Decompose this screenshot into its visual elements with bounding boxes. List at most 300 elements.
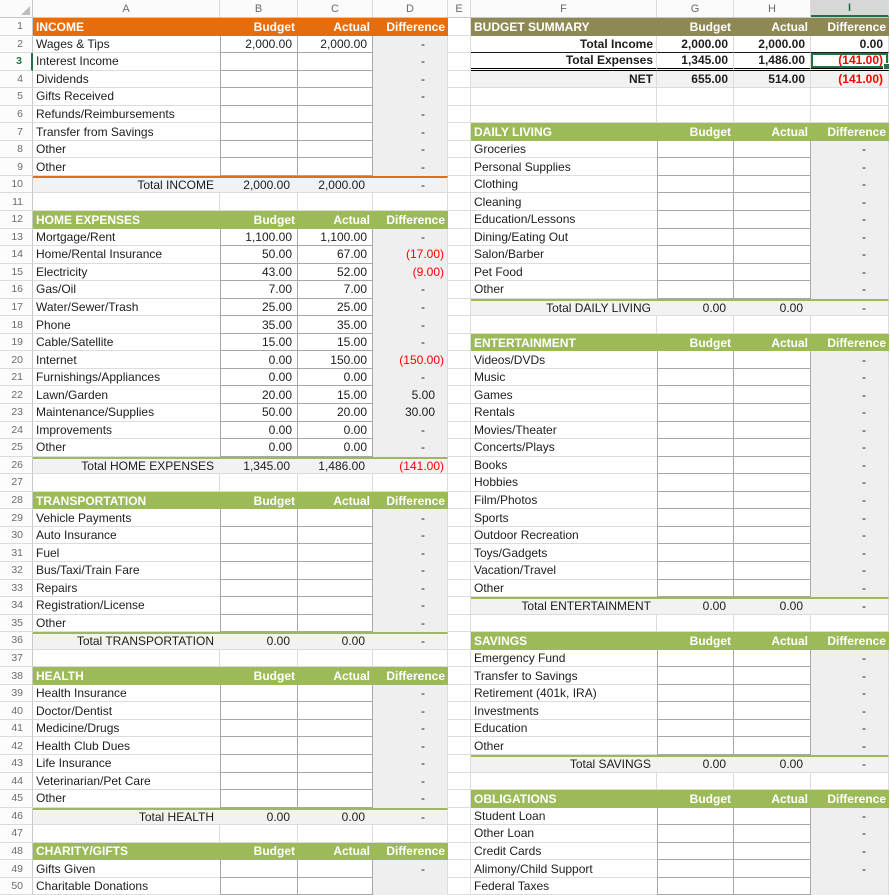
cell-H2[interactable]: 2,000.00 xyxy=(734,36,811,54)
cell-D30[interactable]: - xyxy=(373,527,448,545)
cell-G37[interactable] xyxy=(657,650,734,668)
cell-H25[interactable] xyxy=(734,439,811,457)
row-header-27[interactable]: 27 xyxy=(0,474,33,492)
cell-C4[interactable] xyxy=(298,71,373,89)
cell-H17[interactable]: 0.00 xyxy=(734,299,811,317)
row-header-31[interactable]: 31 xyxy=(0,544,33,562)
cell-F34[interactable]: Total ENTERTAINMENT xyxy=(471,597,657,615)
cell-C29[interactable] xyxy=(298,509,373,527)
cell-A29[interactable]: Vehicle Payments xyxy=(33,509,220,527)
cell-B3[interactable] xyxy=(220,53,298,71)
cell-F7[interactable]: DAILY LIVING xyxy=(471,123,657,141)
cell-G38[interactable] xyxy=(657,667,734,685)
cell-I4[interactable]: (141.00) xyxy=(811,71,889,89)
cell-C22[interactable]: 15.00 xyxy=(298,386,373,404)
cell-I10[interactable]: - xyxy=(811,176,889,194)
cell-D16[interactable]: - xyxy=(373,281,448,299)
cell-F43[interactable]: Total SAVINGS xyxy=(471,755,657,773)
cell-D26[interactable]: (141.00) xyxy=(373,457,448,475)
cell-G33[interactable] xyxy=(657,580,734,598)
cell-F1[interactable]: BUDGET SUMMARY xyxy=(471,18,657,36)
cell-I21[interactable]: - xyxy=(811,369,889,387)
row-header-46[interactable]: 46 xyxy=(0,808,33,826)
cell-G9[interactable] xyxy=(657,158,734,176)
cell-A40[interactable]: Doctor/Dentist xyxy=(33,702,220,720)
row-header-12[interactable]: 12 xyxy=(0,211,33,229)
cell-B28[interactable]: Budget xyxy=(220,492,298,510)
cell-B19[interactable]: 15.00 xyxy=(220,334,298,352)
cell-I23[interactable]: - xyxy=(811,404,889,422)
cell-D29[interactable]: - xyxy=(373,509,448,527)
cell-E4[interactable] xyxy=(448,71,471,89)
row-header-11[interactable]: 11 xyxy=(0,193,33,211)
cell-E35[interactable] xyxy=(448,615,471,633)
column-header-E[interactable]: E xyxy=(448,0,471,17)
cell-C43[interactable] xyxy=(298,755,373,773)
cell-G42[interactable] xyxy=(657,737,734,755)
cell-E18[interactable] xyxy=(448,316,471,334)
cell-D41[interactable]: - xyxy=(373,720,448,738)
row-header-38[interactable]: 38 xyxy=(0,667,33,685)
cell-E15[interactable] xyxy=(448,264,471,282)
cell-G16[interactable] xyxy=(657,281,734,299)
cell-I30[interactable]: - xyxy=(811,527,889,545)
cell-G29[interactable] xyxy=(657,509,734,527)
cell-C17[interactable]: 25.00 xyxy=(298,299,373,317)
cell-D42[interactable]: - xyxy=(373,737,448,755)
cell-B22[interactable]: 20.00 xyxy=(220,386,298,404)
cell-B42[interactable] xyxy=(220,737,298,755)
row-header-45[interactable]: 45 xyxy=(0,790,33,808)
cell-A41[interactable]: Medicine/Drugs xyxy=(33,720,220,738)
cell-E11[interactable] xyxy=(448,193,471,211)
cell-I29[interactable]: - xyxy=(811,509,889,527)
cell-D39[interactable]: - xyxy=(373,685,448,703)
cell-F26[interactable]: Books xyxy=(471,457,657,475)
column-header-G[interactable]: G xyxy=(657,0,734,17)
cell-G24[interactable] xyxy=(657,422,734,440)
cell-E7[interactable] xyxy=(448,123,471,141)
cell-F42[interactable]: Other xyxy=(471,737,657,755)
cell-G43[interactable]: 0.00 xyxy=(657,755,734,773)
cell-B24[interactable]: 0.00 xyxy=(220,422,298,440)
cell-C5[interactable] xyxy=(298,88,373,106)
cell-H22[interactable] xyxy=(734,386,811,404)
cell-B49[interactable] xyxy=(220,860,298,878)
cell-E16[interactable] xyxy=(448,281,471,299)
cell-A37[interactable] xyxy=(33,650,220,668)
cell-G6[interactable] xyxy=(657,106,734,124)
cell-B48[interactable]: Budget xyxy=(220,843,298,861)
cell-F4[interactable]: NET xyxy=(471,71,657,89)
cell-G13[interactable] xyxy=(657,229,734,247)
cell-E36[interactable] xyxy=(448,632,471,650)
cell-A25[interactable]: Other xyxy=(33,439,220,457)
cell-H35[interactable] xyxy=(734,615,811,633)
cell-A43[interactable]: Life Insurance xyxy=(33,755,220,773)
cell-I13[interactable]: - xyxy=(811,229,889,247)
cell-D49[interactable]: - xyxy=(373,860,448,878)
cell-H26[interactable] xyxy=(734,457,811,475)
row-header-34[interactable]: 34 xyxy=(0,597,33,615)
cell-I16[interactable]: - xyxy=(811,281,889,299)
cell-B47[interactable] xyxy=(220,825,298,843)
cell-I39[interactable]: - xyxy=(811,685,889,703)
cell-F38[interactable]: Transfer to Savings xyxy=(471,667,657,685)
cell-C37[interactable] xyxy=(298,650,373,668)
cell-I12[interactable]: - xyxy=(811,211,889,229)
cell-B11[interactable] xyxy=(220,193,298,211)
cell-B39[interactable] xyxy=(220,685,298,703)
cell-G17[interactable]: 0.00 xyxy=(657,299,734,317)
cell-I15[interactable]: - xyxy=(811,264,889,282)
cell-C21[interactable]: 0.00 xyxy=(298,369,373,387)
cell-B4[interactable] xyxy=(220,71,298,89)
column-header-F[interactable]: F xyxy=(471,0,657,17)
cell-A20[interactable]: Internet xyxy=(33,351,220,369)
cell-E44[interactable] xyxy=(448,773,471,791)
cell-A49[interactable]: Gifts Given xyxy=(33,860,220,878)
cell-G2[interactable]: 2,000.00 xyxy=(657,36,734,54)
row-header-15[interactable]: 15 xyxy=(0,264,33,282)
cell-A19[interactable]: Cable/Satellite xyxy=(33,334,220,352)
column-header-D[interactable]: D xyxy=(373,0,448,17)
cell-A11[interactable] xyxy=(33,193,220,211)
cell-F3[interactable]: Total Expenses xyxy=(471,53,657,71)
cell-H50[interactable] xyxy=(734,878,811,895)
cell-B36[interactable]: 0.00 xyxy=(220,632,298,650)
cell-B37[interactable] xyxy=(220,650,298,668)
cell-A10[interactable]: Total INCOME xyxy=(33,176,220,194)
cell-B29[interactable] xyxy=(220,509,298,527)
cell-F18[interactable] xyxy=(471,316,657,334)
cell-H32[interactable] xyxy=(734,562,811,580)
cell-E45[interactable] xyxy=(448,790,471,808)
cell-A7[interactable]: Transfer from Savings xyxy=(33,123,220,141)
row-header-5[interactable]: 5 xyxy=(0,88,33,106)
fill-handle[interactable] xyxy=(883,63,890,70)
cell-G11[interactable] xyxy=(657,193,734,211)
cell-I44[interactable] xyxy=(811,773,889,791)
cell-H23[interactable] xyxy=(734,404,811,422)
cell-E2[interactable] xyxy=(448,36,471,54)
cell-G49[interactable] xyxy=(657,860,734,878)
cell-F40[interactable]: Investments xyxy=(471,702,657,720)
cell-A38[interactable]: HEALTH xyxy=(33,667,220,685)
cell-E39[interactable] xyxy=(448,685,471,703)
cell-B17[interactable]: 25.00 xyxy=(220,299,298,317)
cell-A46[interactable]: Total HEALTH xyxy=(33,808,220,826)
cell-E22[interactable] xyxy=(448,386,471,404)
row-header-13[interactable]: 13 xyxy=(0,229,33,247)
cell-D40[interactable]: - xyxy=(373,702,448,720)
cell-F47[interactable]: Other Loan xyxy=(471,825,657,843)
cell-E30[interactable] xyxy=(448,527,471,545)
cell-F17[interactable]: Total DAILY LIVING xyxy=(471,299,657,317)
cell-I33[interactable]: - xyxy=(811,580,889,598)
cell-B31[interactable] xyxy=(220,544,298,562)
row-header-7[interactable]: 7 xyxy=(0,123,33,141)
cell-H34[interactable]: 0.00 xyxy=(734,597,811,615)
cell-F16[interactable]: Other xyxy=(471,281,657,299)
cell-E37[interactable] xyxy=(448,650,471,668)
cell-G22[interactable] xyxy=(657,386,734,404)
cell-C28[interactable]: Actual xyxy=(298,492,373,510)
cell-H44[interactable] xyxy=(734,773,811,791)
cell-A5[interactable]: Gifts Received xyxy=(33,88,220,106)
cell-G5[interactable] xyxy=(657,88,734,106)
cell-F21[interactable]: Music xyxy=(471,369,657,387)
cell-D27[interactable] xyxy=(373,474,448,492)
column-header-A[interactable]: A xyxy=(33,0,220,17)
cell-E19[interactable] xyxy=(448,334,471,352)
cell-C36[interactable]: 0.00 xyxy=(298,632,373,650)
cell-I43[interactable]: - xyxy=(811,755,889,773)
cell-C49[interactable] xyxy=(298,860,373,878)
cell-A21[interactable]: Furnishings/Appliances xyxy=(33,369,220,387)
cell-C6[interactable] xyxy=(298,106,373,124)
row-header-40[interactable]: 40 xyxy=(0,702,33,720)
cell-I17[interactable]: - xyxy=(811,299,889,317)
cell-F30[interactable]: Outdoor Recreation xyxy=(471,527,657,545)
cell-B21[interactable]: 0.00 xyxy=(220,369,298,387)
cell-C40[interactable] xyxy=(298,702,373,720)
cell-E49[interactable] xyxy=(448,860,471,878)
cell-E40[interactable] xyxy=(448,702,471,720)
cell-A45[interactable]: Other xyxy=(33,790,220,808)
row-header-42[interactable]: 42 xyxy=(0,737,33,755)
cell-I20[interactable]: - xyxy=(811,351,889,369)
cell-G8[interactable] xyxy=(657,141,734,159)
row-header-41[interactable]: 41 xyxy=(0,720,33,738)
cell-C39[interactable] xyxy=(298,685,373,703)
cell-I18[interactable] xyxy=(811,316,889,334)
cell-F31[interactable]: Toys/Gadgets xyxy=(471,544,657,562)
cell-B25[interactable]: 0.00 xyxy=(220,439,298,457)
cell-I47[interactable]: - xyxy=(811,825,889,843)
cell-E28[interactable] xyxy=(448,492,471,510)
cell-A47[interactable] xyxy=(33,825,220,843)
row-header-32[interactable]: 32 xyxy=(0,562,33,580)
cell-D9[interactable]: - xyxy=(373,158,448,176)
cell-H40[interactable] xyxy=(734,702,811,720)
cell-I42[interactable]: - xyxy=(811,737,889,755)
cell-G25[interactable] xyxy=(657,439,734,457)
cell-E32[interactable] xyxy=(448,562,471,580)
cell-I7[interactable]: Difference xyxy=(811,123,889,141)
cell-G20[interactable] xyxy=(657,351,734,369)
row-header-10[interactable]: 10 xyxy=(0,176,33,194)
cell-I38[interactable]: - xyxy=(811,667,889,685)
cell-D4[interactable]: - xyxy=(373,71,448,89)
cell-D45[interactable]: - xyxy=(373,790,448,808)
cell-C1[interactable]: Actual xyxy=(298,18,373,36)
cell-F20[interactable]: Videos/DVDs xyxy=(471,351,657,369)
cell-G32[interactable] xyxy=(657,562,734,580)
cell-I27[interactable]: - xyxy=(811,474,889,492)
cell-H41[interactable] xyxy=(734,720,811,738)
cell-D24[interactable]: - xyxy=(373,422,448,440)
cell-H47[interactable] xyxy=(734,825,811,843)
cell-D36[interactable]: - xyxy=(373,632,448,650)
cell-E29[interactable] xyxy=(448,509,471,527)
cell-H42[interactable] xyxy=(734,737,811,755)
cell-G7[interactable]: Budget xyxy=(657,123,734,141)
row-header-3[interactable]: 3 xyxy=(0,53,33,71)
cell-G34[interactable]: 0.00 xyxy=(657,597,734,615)
cell-H33[interactable] xyxy=(734,580,811,598)
cell-B14[interactable]: 50.00 xyxy=(220,246,298,264)
cell-D21[interactable]: - xyxy=(373,369,448,387)
cell-I8[interactable]: - xyxy=(811,141,889,159)
cell-F50[interactable]: Federal Taxes xyxy=(471,878,657,895)
cell-I49[interactable]: - xyxy=(811,860,889,878)
row-header-19[interactable]: 19 xyxy=(0,334,33,352)
cell-F6[interactable] xyxy=(471,106,657,124)
cell-F37[interactable]: Emergency Fund xyxy=(471,650,657,668)
cell-A9[interactable]: Other xyxy=(33,158,220,176)
row-header-29[interactable]: 29 xyxy=(0,509,33,527)
cell-A48[interactable]: CHARITY/GIFTS xyxy=(33,843,220,861)
row-header-16[interactable]: 16 xyxy=(0,281,33,299)
row-header-48[interactable]: 48 xyxy=(0,843,33,861)
row-header-2[interactable]: 2 xyxy=(0,36,33,54)
cell-E1[interactable] xyxy=(448,18,471,36)
cell-C46[interactable]: 0.00 xyxy=(298,808,373,826)
cell-I50[interactable] xyxy=(811,878,889,895)
cell-D33[interactable]: - xyxy=(373,580,448,598)
row-header-21[interactable]: 21 xyxy=(0,369,33,387)
cell-D37[interactable] xyxy=(373,650,448,668)
cell-A34[interactable]: Registration/License xyxy=(33,597,220,615)
cell-D15[interactable]: (9.00) xyxy=(373,264,448,282)
cell-E24[interactable] xyxy=(448,422,471,440)
row-header-35[interactable]: 35 xyxy=(0,615,33,633)
row-header-28[interactable]: 28 xyxy=(0,492,33,510)
cell-F27[interactable]: Hobbies xyxy=(471,474,657,492)
cell-C47[interactable] xyxy=(298,825,373,843)
cell-H28[interactable] xyxy=(734,492,811,510)
cell-E47[interactable] xyxy=(448,825,471,843)
cell-B30[interactable] xyxy=(220,527,298,545)
cell-E14[interactable] xyxy=(448,246,471,264)
cell-G45[interactable]: Budget xyxy=(657,790,734,808)
cell-I11[interactable]: - xyxy=(811,193,889,211)
cell-B32[interactable] xyxy=(220,562,298,580)
cell-G41[interactable] xyxy=(657,720,734,738)
cell-B41[interactable] xyxy=(220,720,298,738)
cell-I9[interactable]: - xyxy=(811,158,889,176)
cell-H45[interactable]: Actual xyxy=(734,790,811,808)
row-header-24[interactable]: 24 xyxy=(0,422,33,440)
row-header-8[interactable]: 8 xyxy=(0,141,33,159)
cell-G31[interactable] xyxy=(657,544,734,562)
row-header-20[interactable]: 20 xyxy=(0,351,33,369)
cell-G23[interactable] xyxy=(657,404,734,422)
cell-H24[interactable] xyxy=(734,422,811,440)
cell-A31[interactable]: Fuel xyxy=(33,544,220,562)
row-header-1[interactable]: 1 xyxy=(0,18,33,36)
cell-F45[interactable]: OBLIGATIONS xyxy=(471,790,657,808)
cell-C44[interactable] xyxy=(298,773,373,791)
cell-F13[interactable]: Dining/Eating Out xyxy=(471,229,657,247)
cell-H38[interactable] xyxy=(734,667,811,685)
cell-I5[interactable] xyxy=(811,88,889,106)
cell-B8[interactable] xyxy=(220,141,298,159)
cell-C12[interactable]: Actual xyxy=(298,211,373,229)
cell-D34[interactable]: - xyxy=(373,597,448,615)
cell-B1[interactable]: Budget xyxy=(220,18,298,36)
cell-C42[interactable] xyxy=(298,737,373,755)
cell-I19[interactable]: Difference xyxy=(811,334,889,352)
cell-I41[interactable]: - xyxy=(811,720,889,738)
cell-A35[interactable]: Other xyxy=(33,615,220,633)
cell-B10[interactable]: 2,000.00 xyxy=(220,176,298,194)
cell-H21[interactable] xyxy=(734,369,811,387)
cell-H15[interactable] xyxy=(734,264,811,282)
cell-I35[interactable] xyxy=(811,615,889,633)
cell-D44[interactable]: - xyxy=(373,773,448,791)
row-header-30[interactable]: 30 xyxy=(0,527,33,545)
cell-F29[interactable]: Sports xyxy=(471,509,657,527)
cell-H10[interactable] xyxy=(734,176,811,194)
cell-F8[interactable]: Groceries xyxy=(471,141,657,159)
cell-A8[interactable]: Other xyxy=(33,141,220,159)
cell-B16[interactable]: 7.00 xyxy=(220,281,298,299)
cell-A30[interactable]: Auto Insurance xyxy=(33,527,220,545)
cell-C19[interactable]: 15.00 xyxy=(298,334,373,352)
cell-I2[interactable]: 0.00 xyxy=(811,36,889,54)
cell-A13[interactable]: Mortgage/Rent xyxy=(33,229,220,247)
cell-E8[interactable] xyxy=(448,141,471,159)
cell-D1[interactable]: Difference xyxy=(373,18,448,36)
cell-E50[interactable] xyxy=(448,878,471,895)
cell-D47[interactable] xyxy=(373,825,448,843)
cell-C25[interactable]: 0.00 xyxy=(298,439,373,457)
cell-G27[interactable] xyxy=(657,474,734,492)
cell-B15[interactable]: 43.00 xyxy=(220,264,298,282)
cell-G4[interactable]: 655.00 xyxy=(657,71,734,89)
cell-H1[interactable]: Actual xyxy=(734,18,811,36)
cell-G19[interactable]: Budget xyxy=(657,334,734,352)
cell-I31[interactable]: - xyxy=(811,544,889,562)
cell-G14[interactable] xyxy=(657,246,734,264)
cell-D7[interactable]: - xyxy=(373,123,448,141)
select-all-corner[interactable] xyxy=(0,0,33,17)
cell-F5[interactable] xyxy=(471,88,657,106)
cell-D25[interactable]: - xyxy=(373,439,448,457)
cell-H7[interactable]: Actual xyxy=(734,123,811,141)
cell-F46[interactable]: Student Loan xyxy=(471,808,657,826)
cell-E41[interactable] xyxy=(448,720,471,738)
cell-A36[interactable]: Total TRANSPORTATION xyxy=(33,632,220,650)
cell-D18[interactable]: - xyxy=(373,316,448,334)
cell-A17[interactable]: Water/Sewer/Trash xyxy=(33,299,220,317)
cell-E26[interactable] xyxy=(448,457,471,475)
cell-I22[interactable]: - xyxy=(811,386,889,404)
cell-A50[interactable]: Charitable Donations xyxy=(33,878,220,895)
cell-G12[interactable] xyxy=(657,211,734,229)
cell-D6[interactable]: - xyxy=(373,106,448,124)
cell-B38[interactable]: Budget xyxy=(220,667,298,685)
cell-G46[interactable] xyxy=(657,808,734,826)
row-header-14[interactable]: 14 xyxy=(0,246,33,264)
cell-B40[interactable] xyxy=(220,702,298,720)
row-header-39[interactable]: 39 xyxy=(0,685,33,703)
cell-A3[interactable]: Interest Income xyxy=(33,53,220,71)
cell-F24[interactable]: Movies/Theater xyxy=(471,422,657,440)
cell-H36[interactable]: Actual xyxy=(734,632,811,650)
